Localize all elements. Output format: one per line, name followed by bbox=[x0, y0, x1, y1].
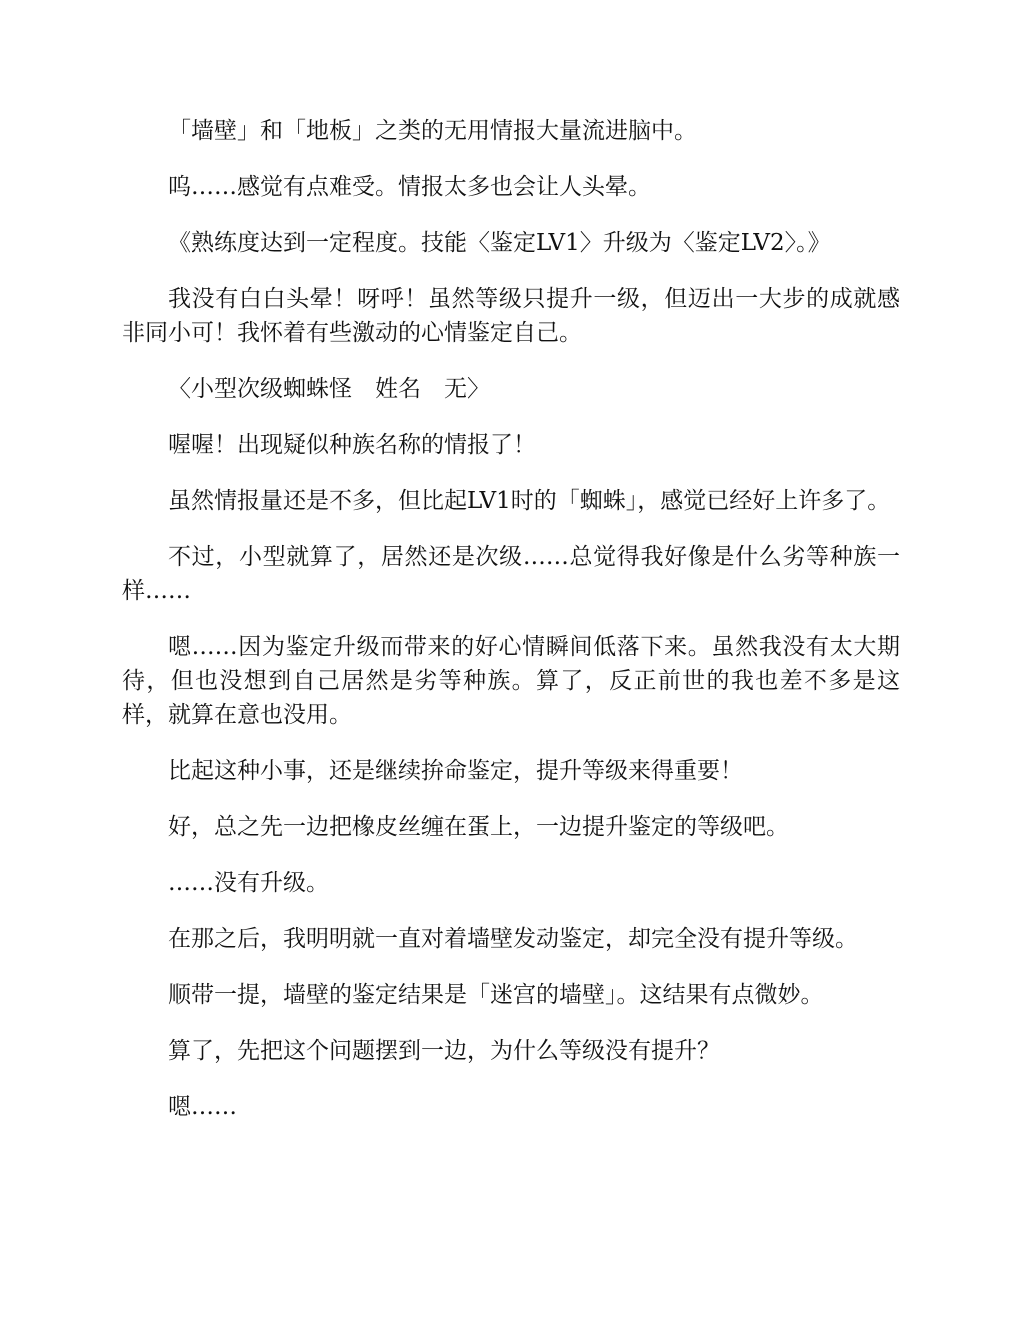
paragraph: 虽然情报量还是不多，但比起LV1时的「蜘蛛」，感觉已经好上许多了。 bbox=[168, 488, 891, 514]
paragraph: 不过，小型就算了，居然还是次级……总觉得我好像是什么劣等种族一样…… bbox=[122, 544, 900, 604]
paragraph: 顺带一提，墙壁的鉴定结果是「迷宫的墙壁」。这结果有点微妙。 bbox=[168, 982, 824, 1008]
paragraph: 〈小型次级蜘蛛怪 姓名 无〉 bbox=[168, 376, 490, 402]
paragraph: ……没有升级。 bbox=[168, 870, 329, 896]
paragraph: 《熟练度达到一定程度。技能〈鉴定LV1〉升级为〈鉴定LV2〉。》 bbox=[168, 230, 831, 256]
paragraph: 嗯……因为鉴定升级而带来的好心情瞬间低落下来。虽然我没有太大期待，但也没想到自己居然是劣等种族。算了，反正前世的我也差不多是这样，就算在意也没用。 bbox=[122, 634, 900, 728]
paragraph: 喔喔！出现疑似种族名称的情报了！ bbox=[168, 432, 536, 458]
paragraph: 在那之后，我明明就一直对着墙壁发动鉴定，却完全没有提升等级。 bbox=[168, 926, 858, 952]
paragraph: 「墙壁」和「地板」之类的无用情报大量流进脑中。 bbox=[168, 118, 697, 144]
document-body bbox=[122, 114, 900, 1146]
paragraph: 我没有白白头晕！呀呼！虽然等级只提升一级，但迈出一大步的成就感非同小可！我怀着有些激动的心情鉴定自己。 bbox=[122, 286, 900, 346]
paragraph: 嗯…… bbox=[168, 1094, 237, 1120]
paragraph: 比起这种小事，还是继续拚命鉴定，提升等级来得重要！ bbox=[168, 758, 743, 784]
paragraph: 呜……感觉有点难受。情报太多也会让人头晕。 bbox=[168, 174, 651, 200]
paragraph: 好，总之先一边把橡皮丝缠在蛋上，一边提升鉴定的等级吧。 bbox=[168, 814, 789, 840]
paragraph: 算了，先把这个问题摆到一边，为什么等级没有提升？ bbox=[168, 1038, 720, 1064]
